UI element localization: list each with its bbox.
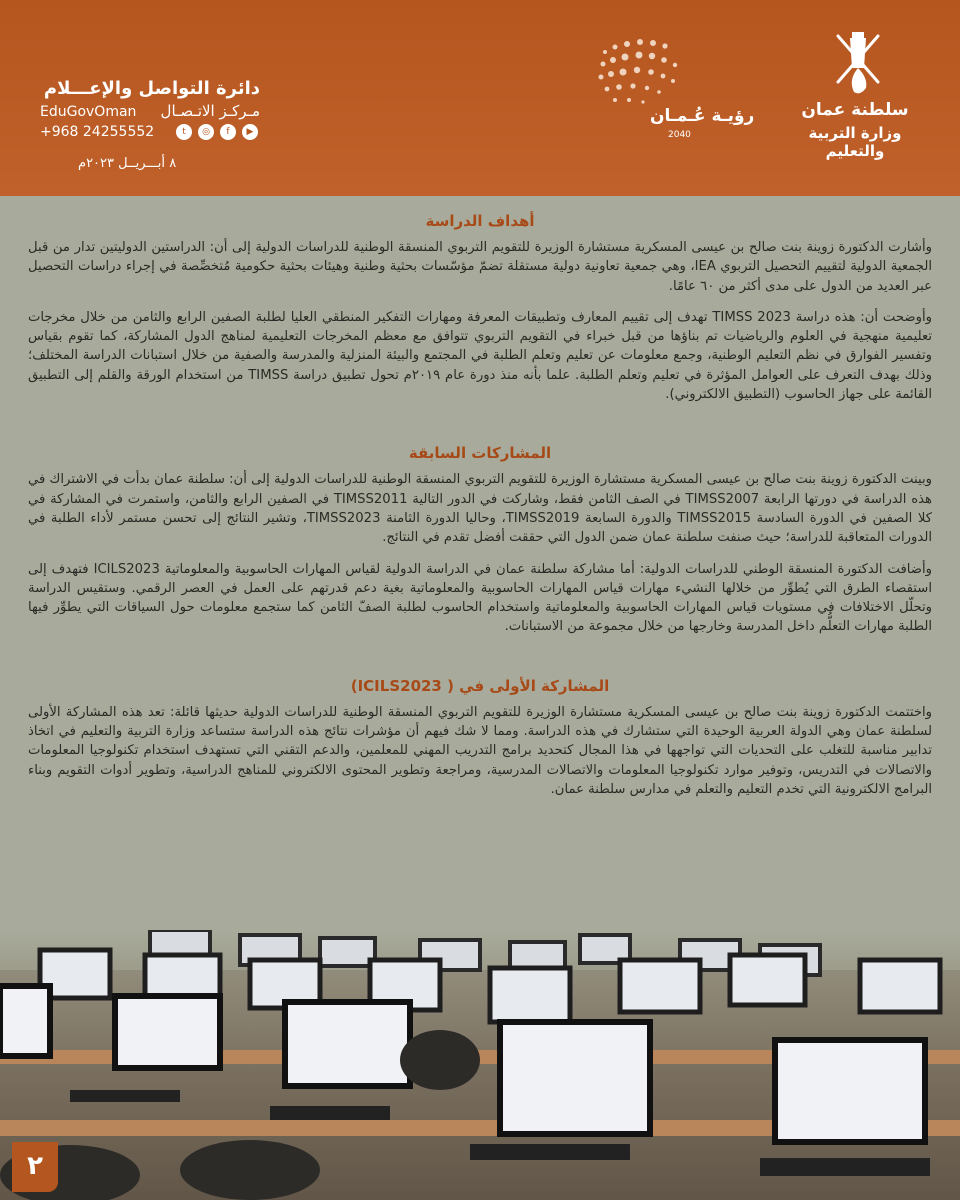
ministry-logo: [790, 100, 920, 160]
department-name: دائرة التواصل والإعـــلام: [43, 78, 260, 99]
oman-emblem-icon: [830, 22, 886, 98]
twitter-icon[interactable]: t: [176, 124, 192, 140]
publication-date: ٨ أبـــريــل ٢٠٢٣م: [78, 156, 177, 171]
contact-center-label: مـركـز الاتـصـال: [160, 102, 260, 120]
page-number: ٢: [12, 1142, 58, 1192]
paragraph: واختتمت الدكتورة زوينة بنت صالح بن عيسى المسكرية مستشارة الوزيرة للتقويم التربوي المنسقة الوطنية للدراسات الدولية حديثها قائلة: تعد هذه المشاركة الأولى لسلطنة عمان وهي الدولة العربية الوحيدة التي ستشارك في هذه الدراسة. ومما لا شك فيهم أن مؤشرات نتائج هذه الدراسة ستساعد وزارة التربية والتعليم في اتخاذ تدابير مناسبة للتغلب على التحديات التي تواجهها في هذا المجال كتحديد برامج التدريب المهني للمعلمين، والدعم التقني التي تستهدف استخدام تكنولوجيا المعلومات والاتصالات في التدريس، وتوفير موارد تكنولوجيا المعلومات والاتصالات المدرسية، ومراجعة وتطوير المحتوى الالكتروني للمناهج الدراسية، وتطوير أدوات التقويم وبناء البرامج الالكترونية التي تخدم التعليم والتعلم في مدارس سلطنة عمان.: [28, 704, 932, 797]
paragraph: وأشارت الدكتورة زوينة بنت صالح بن عيسى المسكرية مستشارة الوزيرة للتقويم التربوي المنسقة الوطنية للدراسات الدولية إلى أن: الدراستين الدوليتين تدار من قبل الجمعية الدولية لتقييم التحصيل التربوي IEA، وهي جمعية تعاونية دولية مستقلة تضمّ مؤسّسات بحثية وطنية وهيئات بحثية حكومية مُتخصِّصة في إجراء دراسات التحصيل عبر العديد من الدول على مدى أكثر من ٦٠ عامًا.: [28, 240, 932, 294]
paragraph: وأوضحت أن: هذه دراسة TIMSS 2023 تهدف إلى تقييم المعارف وتطبيقات المعرفة ومهارات التفكير المنطقي العليا لطلبة الصفين الرابع والثامن من خلال مخرجات تعليمية منهجية في العلوم والرياضيات تم بناؤها من قبل خبراء في التقويم التربوي تتوافق مع معظم المخرجات التعليمية لمناهج الدول المشاركة، كما تقوم بقياس وتفسير الفوارق في نظم التعليم الوطنية، وجمع معلومات عن تعليم وتعلم الطلبة في المجتمع والبيئة المنزلية والمدرسة والصفية من خلال استبانات الدراسة المختلف؛ وذلك بهدف التعرف على العوامل المؤثرة في تعليم وتعلم الطلبة. علما بأنه منذ دورة عام ٢٠١٩م تحول تطبيق دراسة TIMSS من استخدام الورقة والقلم إلى التطبيق القائمة على جهاز الحاسوب (التطبيق الالكتروني).: [28, 309, 933, 403]
computer-lab-illustration: [0, 930, 960, 1200]
instagram-icon[interactable]: ◎: [198, 124, 214, 140]
paragraph: وبينت الدكتورة زوينة بنت صالح بن عيسى المسكرية مستشارة الوزيرة للتقويم التربوي المنسقة الوطنية للدراسات الدولية إلى أن: سلطنة عمان بدأت في الاشتراك في هذه الدراسة في دورتها الرابعة TIMSS2007 في الصف الثامن فقط، وشاركت في الدور التالية TIMSS2011 في الصفين الرابع والثامن، واستمرت في المشاركة في كلا الصفين في الدورة السادسة TIMSS2015 والدورة السابعة TIMSS2019، وحاليا الدورة الثامنة TIMSS2023، وتشير النتائج إلى تحسن مستمر لأداء الطلبة في الدورات المتعاقبة للدراسة؛ حيث صنفت سلطنة عمان ضمن الدول التي حققت أفضل تقدم في النتائج.: [28, 472, 933, 546]
section-title: المشاركة الأولى في ( ICILS2023): [350, 676, 610, 695]
phone-number[interactable]: +968 24255552: [40, 124, 155, 140]
facebook-icon[interactable]: f: [220, 124, 236, 140]
article-body: [28, 212, 932, 799]
section-title: أهداف الدراسة: [425, 212, 535, 230]
ministry-line1: سلطنة عمان: [801, 100, 909, 120]
section-title: المشاركات السابقة: [408, 444, 552, 463]
social-icons: [176, 124, 258, 140]
social-handle[interactable]: EduGovOman: [40, 104, 137, 120]
vision-name: رؤيـة عُـمـان: [650, 106, 755, 126]
ministry-line2: وزارة التربية والتعليم: [808, 124, 902, 160]
computer-lab-photo: [0, 930, 960, 1200]
vision-year: 2040: [668, 130, 691, 140]
youtube-icon[interactable]: ▶: [242, 124, 258, 140]
header-banner: [0, 0, 960, 196]
paragraph: وأضافت الدكتورة المنسقة الوطني للدراسات الدولية: أما مشاركة سلطنة عمان في الدراسة الدولية لقياس المهارات الحاسوبية والمعلوماتية ICILS2023 فتهدف إلى استقصاء الطرق التي يُطوِّر من خلالها النشيء مهارات قياس المهارات الحاسوبية والمعلوماتية بغية دعم قدرتهم على العمل في العصر الرقمي. وستقيس الدراسة وتحلّل الاختلافات في مستويات قياس المهارات الحاسوبية والمعلوماتية واستخدام الحاسوب لطلبة الصفّ الثامن كما ستجمع معلومات حول السياقات التي يطوِّر فيها الطلبة مهارات التعلُّم داخل المدرسة وخارجها من خلال مجموعة من الاستبانات.: [28, 561, 933, 635]
